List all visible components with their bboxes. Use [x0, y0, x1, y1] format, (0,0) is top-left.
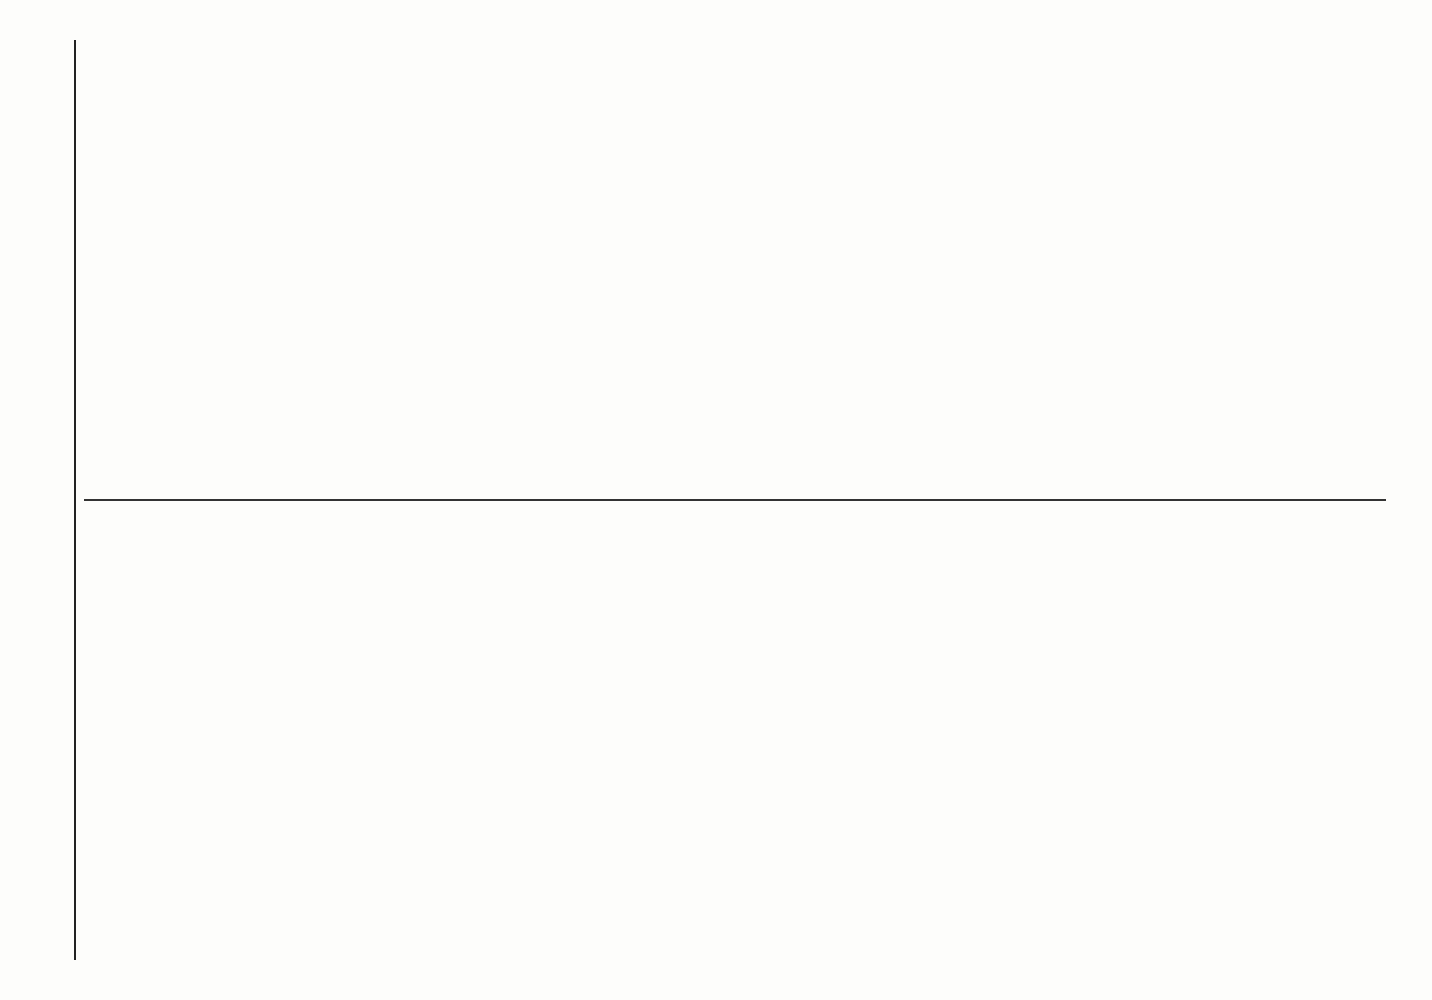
left-column — [84, 521, 1386, 960]
column-divider — [84, 499, 1386, 501]
dfg-credit-strip — [1408, 12, 1430, 992]
two-column-body — [84, 40, 1386, 960]
right-column — [84, 40, 1386, 479]
running-header — [40, 40, 76, 960]
